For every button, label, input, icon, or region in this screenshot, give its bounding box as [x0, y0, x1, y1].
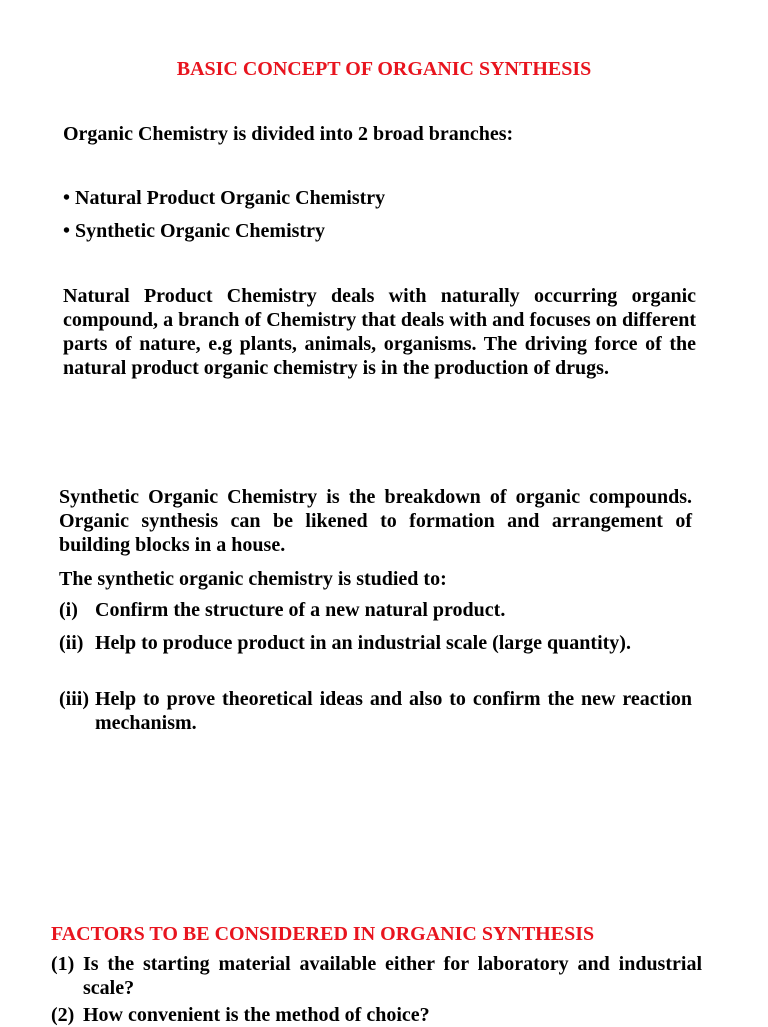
reason-label: (iii) [59, 688, 89, 710]
factors-heading: FACTORS TO BE CONSIDERED IN ORGANIC SYNTHESIS [51, 923, 595, 945]
reason-label: (ii) [59, 632, 84, 654]
studied-intro: The synthetic organic chemistry is studied to: [59, 568, 447, 590]
synthetic-paragraph: Synthetic Organic Chemistry is the breakdown of organic compounds. Organic synthesis can be likened to formation and arrangement of building blocks in a house. [59, 486, 692, 556]
reason-label: (i) [59, 599, 78, 621]
factor-label: (2) [51, 1004, 75, 1026]
factor-text: How convenient is the method of choice? [83, 1004, 430, 1026]
reason-text: Help to prove theoretical ideas and also to confirm the new reaction mechanism. [95, 688, 692, 734]
reason-item [59, 687, 692, 735]
reason-item [59, 631, 692, 655]
intro-text: Organic Chemistry is divided into 2 broad branches: [63, 123, 514, 145]
factor-item [51, 952, 702, 1000]
page-title: BASIC CONCEPT OF ORGANIC SYNTHESIS [176, 58, 592, 80]
branch-item: • Natural Product Organic Chemistry [63, 187, 386, 209]
branch-item: • Synthetic Organic Chemistry [63, 220, 325, 242]
reason-text: Confirm the structure of a new natural product. [95, 599, 506, 621]
reason-item [59, 598, 692, 622]
factor-text: Is the starting material available either for laboratory and industrial scale? [83, 953, 702, 999]
natural-product-paragraph: Natural Product Chemistry deals with naturally occurring organic compound, a branch of Chemistry that deals with and focuses on different parts of nature, e.g plants, animals, organisms. The driving force of the natural product organic chemistry is in the production of drugs. [63, 285, 696, 379]
reason-text: Help to produce product in an industrial scale (large quantity). [95, 632, 631, 654]
factor-item [51, 1003, 702, 1027]
factor-label: (1) [51, 953, 75, 975]
